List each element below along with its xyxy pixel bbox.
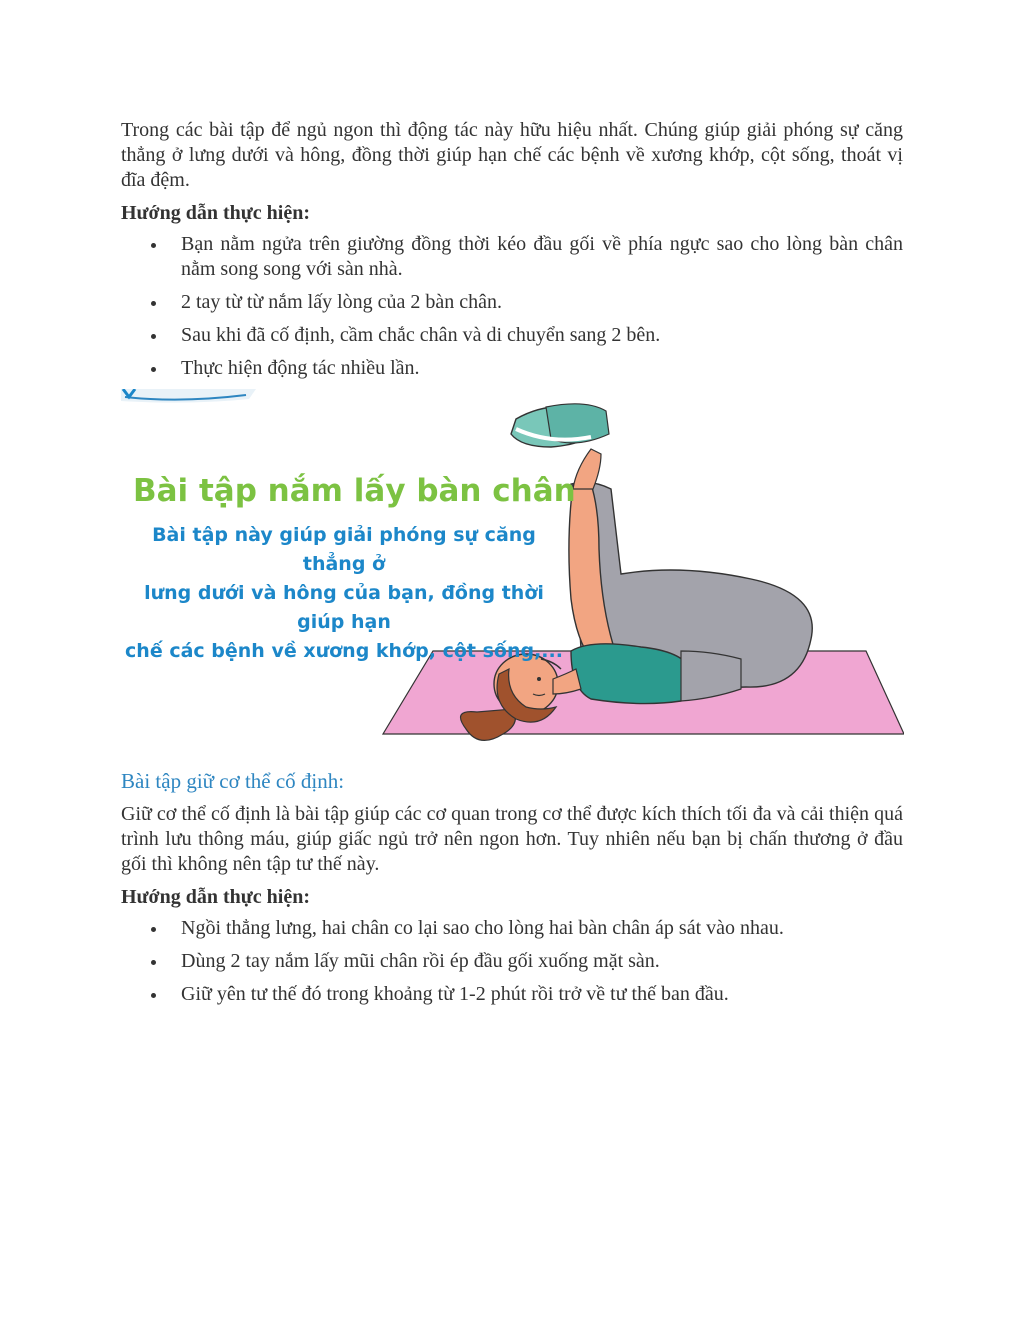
- figure-caption: [121, 521, 567, 666]
- exercise-illustration: [121, 389, 904, 754]
- bullet-icon: [151, 960, 156, 965]
- logo-strip: [121, 389, 256, 403]
- bullet-icon: [151, 301, 156, 306]
- list-item-text: Giữ yên tư thế đó trong khoảng từ 1-2 phút rồi trở về tư thế ban đầu.: [181, 983, 729, 1005]
- figure-caption-line: chế các bệnh về xương khớp, cột sống,...: [125, 640, 563, 662]
- figure-title: Bài tập nắm lấy bàn chân: [133, 473, 576, 509]
- document-page: [121, 118, 903, 1015]
- figure-caption-line: lưng dưới và hông của bạn, đồng thời giúp hạn: [144, 582, 544, 633]
- bullet-icon: [151, 993, 156, 998]
- list-item-text: Dùng 2 tay nắm lấy mũi chân rồi ép đầu gối xuống mặt sàn.: [181, 950, 660, 972]
- list-item: [121, 232, 903, 282]
- section1-steps: [121, 232, 903, 381]
- figure-caption-line: Bài tập này giúp giải phóng sự căng thẳng ở: [152, 524, 536, 575]
- list-item: [121, 916, 903, 941]
- ponytail: [461, 709, 516, 740]
- section2-guide-heading: Hướng dẫn thực hiện:: [121, 886, 311, 908]
- list-item-text: Ngồi thẳng lưng, hai chân co lại sao cho lòng hai bàn chân áp sát vào nhau.: [181, 917, 784, 939]
- bullet-icon: [151, 243, 156, 248]
- section1-guide-heading: Hướng dẫn thực hiện:: [121, 202, 311, 224]
- list-item: [121, 323, 903, 348]
- bullet-icon: [151, 334, 156, 339]
- list-item: [121, 290, 903, 315]
- list-item-text: 2 tay từ từ nắm lấy lòng của 2 bàn chân.: [181, 291, 503, 313]
- list-item: [121, 356, 903, 381]
- section2-title: Bài tập giữ cơ thể cố định:: [121, 769, 345, 793]
- list-item-text: Bạn nằm ngửa trên giường đồng thời kéo đầu gối về phía ngực sao cho lòng bàn chân nằm song song với sàn nhà.: [181, 233, 903, 280]
- list-item: [121, 949, 903, 974]
- section1-intro: Trong các bài tập để ngủ ngon thì động tác này hữu hiệu nhất. Chúng giúp giải phóng sự căng thẳng ở lưng dưới và hông, đồng thời giúp hạn chế các bệnh về xương khớp, cột sống, thoát vị đĩa đệm.: [121, 119, 903, 191]
- bullet-icon: [151, 927, 156, 932]
- list-item-text: Thực hiện động tác nhiều lần.: [181, 357, 420, 379]
- section2-steps: [121, 916, 903, 1007]
- bullet-icon: [151, 367, 156, 372]
- list-item-text: Sau khi đã cố định, cầm chắc chân và di chuyển sang 2 bên.: [181, 324, 661, 346]
- section2-intro: Giữ cơ thể cố định là bài tập giúp các cơ quan trong cơ thể được kích thích tối đa và cải thiện quá trình lưu thông máu, giúp giấc ngủ trở nên ngon hơn. Tuy nhiên nếu bạn bị chấn thương ở đầu gối thì không nên tập tư thế này.: [121, 803, 903, 875]
- list-item: [121, 982, 903, 1007]
